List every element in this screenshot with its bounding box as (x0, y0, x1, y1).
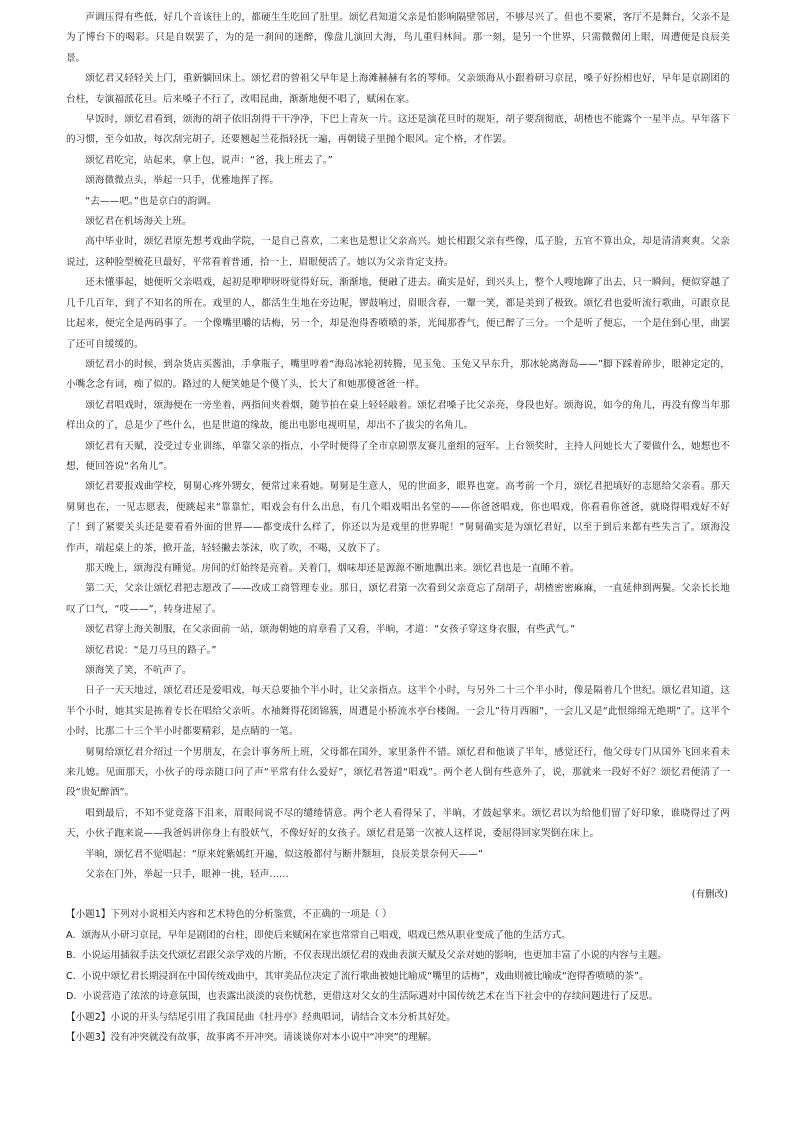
story-paragraph: 日子一天天地过，颂忆君还是爱唱戏，每天总要抽个半小时，让父亲指点。这半个小时，与另外二十三个半小时，像是隔着几个世纪。颂忆君知道，这半个小时，她其实是拣着专长在唱给父亲听。水袖舞得花团锦簇，周遭是小桥流水亭台楼阁。一会儿“待月西厢”，一会儿又是“此恨绵绵无绝期”了。这半个小时，比那二十三个半小时都要精彩，是点睛的一笔。 (66, 685, 730, 738)
story-paragraph: 颂忆君要报戏曲学校，舅舅心疼外甥女，便常过来看她。舅舅是生意人，见的世面多，眼界也宽。高考前一个月，颂忆君把填好的志愿给父亲看。那天舅舅也在，一见志愿表，便跳起来“靠靠忙，唱戏会有什么出息，有几个唱戏唱出名堂的——你爸爸唱戏，你也唱戏，你看看你爸爸，就晓得唱戏好不好了！到了紧要关头还是要看看外面的世界——都变成什么样了，你还以为是戏里的世界呢！”舅舅确实是为颂忆君好，以至于到后来都有些失言了。颂海没作声，端起桌上的茶，掀开盖，轻轻撇去茶沫，吹了吹，不喝，又放下了。 (66, 481, 730, 554)
question-text: 没有冲突就没有故事，故事离不开冲突。请谈谈你对本小说中“冲突”的理解。 (110, 1031, 438, 1043)
story-paragraph: 父亲在门外，举起一只手，眼神一挑，轻声…… (85, 869, 289, 881)
question-label: 【小题3】 (66, 1031, 111, 1043)
story-paragraph: 颂忆君在机场海关上班。 (85, 216, 192, 228)
story-paragraph: “去——吧。”也是京白的韵调。 (85, 195, 217, 207)
option-text: 小说运用插叙手法交代颂忆君跟父亲学戏的片断，不仅表现出颂忆君的戏曲表演天赋及父亲对她的影响，也更加丰富了小说的内容与主题。 (81, 950, 667, 962)
story-paragraph: 颂忆君小的时候，到杂货店买酱油，手拿瓶子，嘴里哼着“海岛冰轮初转腾，见玉兔、玉兔又早东升，那冰轮离海岛——”脚下踩着碎步，眼神定定的，小嘴念念有词，痴了似的。路过的人便笑她是个傻丫头，长大了和她那傻爸爸一样。 (66, 358, 730, 391)
option-b (66, 946, 730, 966)
story-paragraph: 早饭时，颂忆君看到，颂海的胡子依旧刮得干干净净，下巴上青灰一片。这还是演花旦时的规矩，胡子要刮彻底，胡楂也不能露个一星半点。早年落下的习惯，至今如故，每次刮完胡子，还要翘起兰花指轻抚一遍，再朝镜子里抛个眼风。定个格，才作罢。 (66, 114, 730, 146)
story-paragraph: 高中毕业时，颂忆君原先想考戏曲学院，一是自己喜欢，二来也是想让父亲高兴。她长相跟父亲有些像，瓜子脸，五官不算出众，却是清清爽爽。父亲说过，这种脸型梳花旦最好，平常看着普通，拾一上，眉眼便活了。她以为父亲肯定支持。 (66, 236, 730, 268)
option-label: B. (66, 950, 76, 962)
story-paragraph: 颂忆君吃完，站起来，拿上包，说声：“爸，我上班去了。” (85, 154, 333, 166)
question-label: 【小题2】 (66, 1011, 111, 1023)
question-text: 小说的开头与结尾引用了我国昆曲《牡丹亭》经典唱词，请结合文本分析其好处。 (110, 1011, 456, 1023)
story-paragraph: 还未懂事起，她便听父亲唱戏，起初是咿咿呀呀觉得好玩，渐渐地，便融了进去。确实是好，到兴头上，整个人嗖地蹿了出去，只一瞬间，便似穿越了几千几百年，到了不知名的所在。戏里的人，都活生生地在旁边呢，锣鼓响过，眉眼含春，一颦一笑，都是美到了极致。颂忆君也爱听流行歌曲，可跟京昆比起来，便完全是两码事了。一个像嘴里嚼的话梅，另一个，却是泡得香喷喷的茶，光闻那香气，便已醉了三分。一个是听了便忘，一个是住到心里，曲罢了还可自缓缓的。 (66, 277, 730, 350)
question-label: 【小题1】 (66, 909, 111, 921)
option-c (66, 967, 730, 987)
story-paragraph: 颂忆君有天赋，没受过专业训练，单靠父亲的指点，小学时便得了全市京剧票友赛儿童组的冠军。上台领奖时，主持人问她长大了要做什么，她想也不想，便回答说“名角儿”。 (66, 440, 730, 472)
story-paragraph: 半晌，颂忆君不觉唱起：“原来姹紫嫣红开遍，似这般都付与断井颓垣，良辰美景奈何天——” (85, 848, 484, 860)
story-paragraph: 颂忆君说：“是刀马旦的路子。” (85, 644, 217, 656)
story-paragraph: 舅舅给颂忆君介绍过一个男朋友，在会计事务所上班，父母都在国外，家里条件不错。颂忆君和他谈了半年，感觉还行，他父母专门从国外飞回来看未来儿媳。见面那天，小伙子的母亲随口问了声“平常有什么爱好”，颂忆君答道“唱戏”。两个老人倒有些意外了，说，那就来一段好不好？颂忆君便清了一段“贵妃醉酒”。 (66, 746, 730, 799)
option-d (66, 987, 730, 1007)
story-paragraph: 颂忆君穿上海关制服，在父亲面前一站，颂海朝她的肩章看了又看，半晌，才道：“女孩子穿这身衣服，有些武气。” (85, 624, 576, 636)
story-paragraph: 颂忆君唱戏时，颂海便在一旁坐着，两指间夹着烟，随节拍在桌上轻轻敲着。颂忆君嗓子比父亲亮，身段也好。颂海说，如今的角儿，再没有像当年那样出众的了，总是少了些什么，也是世道的缘故，能出电影电视明星，却出不了拔尖的名角儿。 (66, 399, 730, 432)
story-body (66, 8, 730, 905)
option-a (66, 926, 730, 946)
story-paragraph: 颂忆君又轻轻关上门，重新躺回床上。颂忆君的曾祖父早年是上海滩赫赫有名的琴师。父亲颂海从小跟着研习京昆，嗓子好扮相也好，早年是京剧团的台柱，专演福派花旦。后来嗓子不行了，改唱昆曲，渐渐地便不唱了，赋闲在家。 (66, 73, 730, 105)
story-paragraph: 颂海笑了笑，不吭声了。 (85, 665, 192, 676)
option-label: D. (66, 991, 77, 1003)
question-text: 下列对小说相关内容和艺术特色的分析鉴赏，不正确的一项是（ ） (110, 909, 392, 921)
option-text: 小说营造了浓浓的诗意氛围，也表露出淡淡的哀伤忧愁，更借这对父女的生活际遇对中国传统艺术在当下社会中的存续问题进行了反思。 (82, 991, 659, 1003)
source-note: (有删改) (691, 889, 728, 901)
story-paragraph: 第二天，父亲让颂忆君把志愿改了——改成工商管理专业。那日，颂忆君第一次看到父亲竟忘了刮胡子，胡楂密密麻麻，一直延伸到两鬓。父亲长长地叹了口气，“哎——”，转身进屋了。 (66, 583, 730, 615)
story-paragraph: 唱到最后，不知不觉竟落下泪来，眉眼间说不尽的缱绻情意。两个老人看得呆了，半晌，才鼓起掌来。颂忆君以为给他们留了好印象，谁晓得过了两天，小伙子跑来说——我爸妈讲你身上有股妖气，不像好好的女孩子。颂忆君是第一次被人这样说，委屈得回家哭倒在床上。 (66, 807, 730, 840)
story-paragraph: 颂海微微点头，举起一只手，优雅地挥了挥。 (85, 175, 280, 187)
story-paragraph: 声调压得有些低，好几个音该往上的，都硬生生吃回了肚里。颂忆君知道父亲是怕影响隔壁邻居，不够尽兴了。但也不要紧，客厅不是舞台，父亲不是为了博台下的喝彩。只是自娱罢了，为的是一刹间的迷醉，像盘儿演回大海，鸟儿重归林间。那一刻，是另一个世界，只需微微闭上眼，周遭便是良辰美景。 (66, 12, 730, 64)
question-1 (66, 905, 730, 925)
story-paragraph: 那天晚上，颂海没有睡觉。房间的灯始终是亮着。关着门，烟味却还是源源不断地飘出来。颂忆君也是一直睡不着。 (85, 562, 580, 574)
question-3 (66, 1028, 730, 1048)
document-page (66, 8, 730, 1048)
option-label: C. (66, 970, 76, 982)
questions-section (66, 905, 730, 1048)
question-2 (66, 1008, 730, 1028)
option-label: A. (66, 929, 76, 941)
option-text: 小说中颂忆君长期浸润在中国传统戏曲中，其审美品位决定了流行歌曲被她比喻成“嘴里的话梅”，戏曲则被比喻成“泡得香喷喷的茶”。 (81, 970, 649, 982)
option-text: 颂海从小研习京昆，早年是剧团的台柱，即使后来赋闲在家也常常自己唱戏，唱戏已然从职业变成了他的生活方式。 (81, 929, 571, 941)
